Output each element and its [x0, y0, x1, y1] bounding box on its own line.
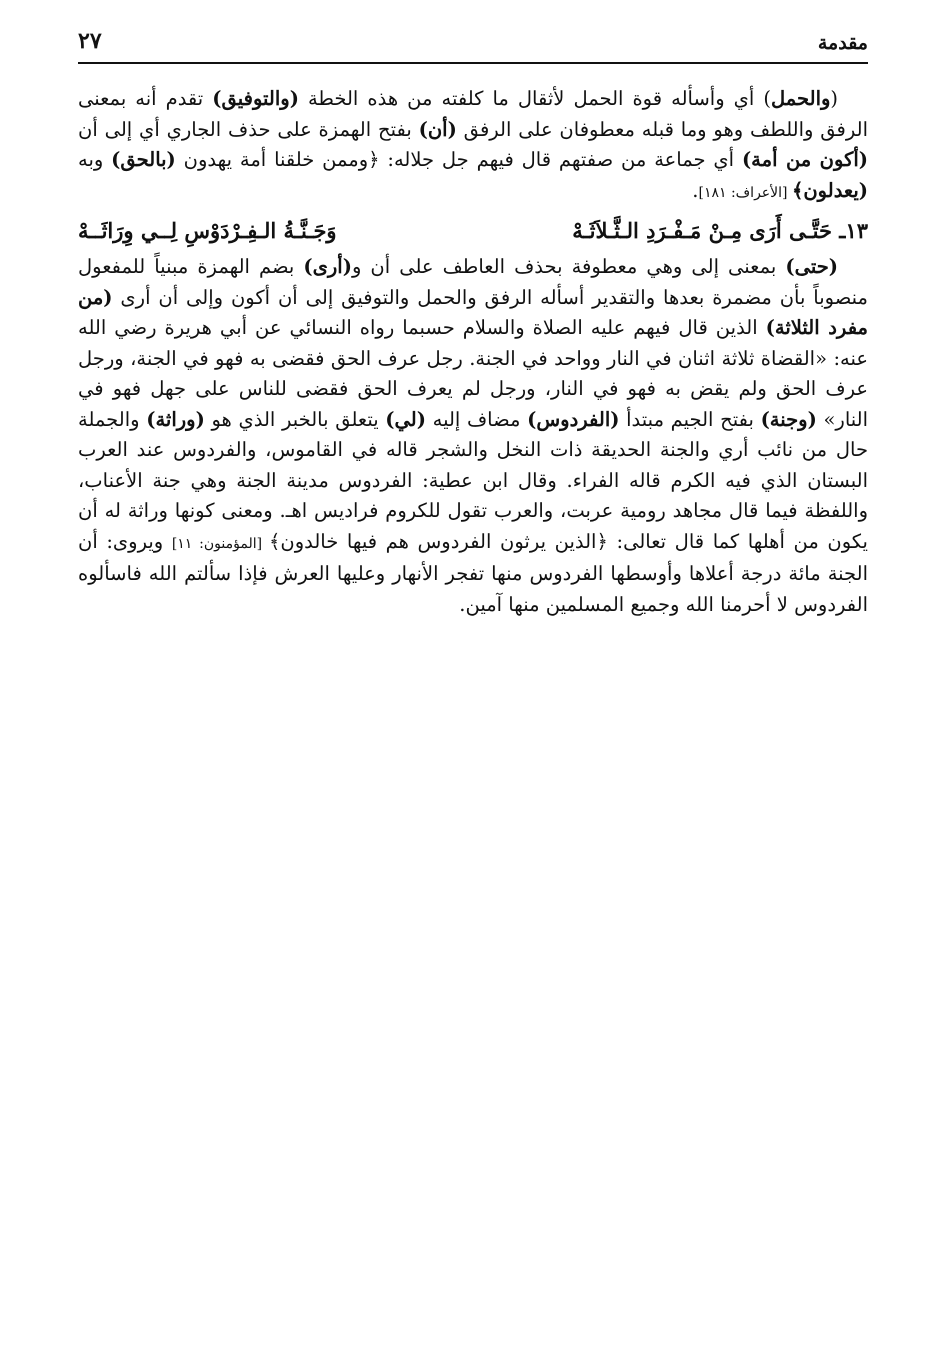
text-run: بفتح الهمزة على حذف الجاري أي إلى أن [78, 117, 419, 141]
paragraph-2 [78, 252, 868, 620]
text-run: الذين قال فيهم عليه الصلاة والسلام حسبما رواه النسائي عن أبي هريرة رضي الله عنه: «القضاة ثلاثة اثنان في النار وواحد في الجنة. رجل عرف الحق فقضى به فهو في الجنة، ورجل عرف الحق ولم يقض به فهو في النار، ورجل لم يعرف الحق فقضى للناس على جهل فهو في النار» [78, 316, 869, 431]
verse-hemistich-1: حَتَّـى أَرَى مِـنْ مَـفْـرَدِ الـثَّـلاَثَـهْ [572, 218, 832, 243]
page-number: ٢٧ [78, 28, 102, 54]
text-run: مضاف إليه [425, 407, 528, 431]
term-yadilun: (يعدلون﴾ [791, 178, 868, 202]
term-an: (أن) [418, 117, 457, 141]
term-alfirdaws: (الفردوس) [527, 407, 620, 431]
text-run: ويروى: أن الجنة مائة درجة أعلاها وأوسطها الفردوس منها تفجر الأنهار وعليها العرش فإذا سألتم الله فاسألوه الفردوس لا أحرمنا الله وجميع المسلمين منها آمين. [78, 529, 868, 616]
term-wiratha: (وراثة) [146, 407, 205, 431]
text-run: أي جماعة من صفتهم قال فيهم جل جلاله: ﴿وممن خلقنا أمة يهدون [175, 148, 742, 171]
term-li: (لي) [385, 407, 426, 431]
term-wajanna: (وجنة) [760, 407, 817, 431]
text-run: أي وأسأله قوة الحمل لأثقال ما كلفته من هذه الخطة [298, 87, 764, 110]
section-title: مقدمة [817, 32, 868, 54]
quran-citation: [المؤمنون: ١١] [171, 535, 269, 552]
text-run: يتعلق بالخبر الذي هو [204, 407, 386, 431]
text-run: تقدم أنه بمعنى الرفق واللطف وهو وما قبله معطوفان على الرفق [78, 87, 868, 141]
text-run: بفتح الجيم مبتدأ [619, 407, 761, 431]
verse-number: ١٣ـ [839, 218, 868, 243]
verse-hemistich-2: وَجَـنَّـةُ الـفِـرْدَوْسِ لِــي وِرَاثَــهْ [78, 218, 337, 243]
text-run: . [692, 178, 699, 202]
text-run: والجملة حال من نائب أري والجنة الحديقة ذات النخل والشجر قاله في القاموس، والفردوس عند العرب البستان الذي فيه الكرم قاله الفراء. وقال ابن عطية: الفردوس مدينة الجنة وهي جنة الأعناب، واللفظة فيما قال مجاهد رومية عربت، والعرب تقول للكروم فراديس اهـ. ومعنى كونها وراثة له أن يكون من أهلها كما قال تعالى: ﴿الذين يرثون الفردوس هم فيها خالدون﴾ [78, 407, 868, 553]
text-run: بمعنى إلى وهي معطوفة بحذف العاطف على أن و [351, 255, 786, 278]
quran-citation: [الأعراف: ١٨١] [698, 184, 792, 201]
paragraph-1: (والحمل) أي وأسأله قوة الحمل لأثقال ما كلفته من هذه الخطة (والتوفيق) تقدم أنه بمعنى الرفق واللطف وهو وما قبله معطوفان على الرفق (أن) بفتح الهمزة على حذف الجاري أي إلى أن (أكون من أمة) أي جماعة من صفتهم قال فيهم جل جلاله: ﴿وممن خلقنا أمة يهدون (بالحق) وبه (يعدلون﴾ [الأعراف: ١٨١]. [78, 87, 869, 202]
term-alhaml: والحمل [771, 87, 831, 110]
verse-line [78, 216, 868, 248]
term-altawfiq: (والتوفيق) [212, 87, 299, 110]
term-akun: (أكون من أمة) [741, 148, 869, 171]
term-ara: (أرى) [303, 255, 352, 278]
term-bilhaqq: (بالحق) [111, 148, 176, 171]
page-header [78, 28, 868, 64]
term-hatta: (حتى) [785, 255, 838, 278]
term-min-mufrad: (من مفرد الثلاثة) [78, 285, 868, 339]
text-run: بضم الهمزة مبنياً للمفعول منصوباً بأن مضمرة بعدها والتقدير أسأله الرفق والحمل والتوفيق إلى أن أكون وإلى أن أرى [78, 255, 868, 309]
page-body [78, 84, 868, 620]
text-run: وبه [78, 148, 112, 171]
